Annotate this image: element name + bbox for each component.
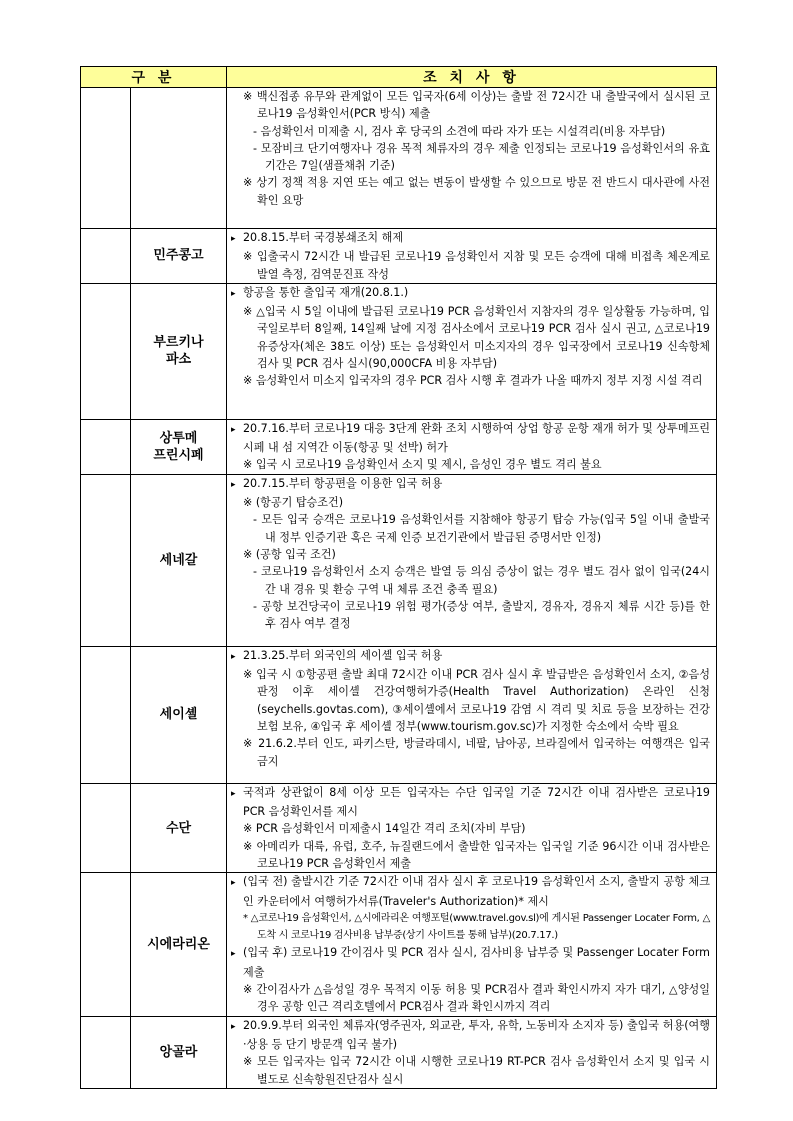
- bullet-line: ▸ 20.7.16.부터 코로나19 대응 3단계 완화 조치 시행하여 상업 항공 운항 재개 허가 및 상투메프린시페 내 섬 지역간 이동(항공 및 선박) 허가: [231, 421, 710, 455]
- country-cell: 부르키나 파소: [131, 283, 227, 419]
- table-header-row: [81, 67, 717, 88]
- bullet-line: ▸ 20.7.15.부터 항공편을 이용한 입국 허용: [231, 475, 710, 494]
- note-line: ※ 입출국시 72시간 내 발급된 코로나19 음성확인서 지참 및 모든 승객에 대해 비접촉 체온계로 발열 측정, 검역문진표 작성: [243, 250, 710, 281]
- blank-cell: [81, 229, 131, 284]
- measure-cell: [227, 646, 717, 783]
- triangle-bullet-icon: ▸: [231, 1021, 236, 1032]
- triangle-bullet-icon: ▸: [231, 788, 236, 799]
- note-line: ※ (항공기 탑승조건): [243, 496, 344, 510]
- measure-cell: [227, 474, 717, 646]
- blank-cell: [81, 283, 131, 419]
- note-line: ※ 아메리카 대륙, 유럽, 호주, 뉴질랜드에서 출발한 입국자는 입국일 기준 96시간 이내 검사받은 코로나19 PCR 음성확인서 제출: [243, 839, 710, 870]
- measure-cell: [227, 873, 717, 1016]
- table-row: [81, 783, 717, 872]
- measure-cell: [227, 1016, 717, 1088]
- note-line: ※ (공항 입국 조건): [243, 547, 336, 561]
- table-row: [81, 419, 717, 474]
- country-cell: 시에라리온: [131, 873, 227, 1016]
- triangle-bullet-icon: ▸: [231, 424, 236, 435]
- note-line: ※ 음성확인서 미소지 입국자의 경우 PCR 검사 시행 후 결과가 나올 때까지 정부 지정 시설 격리: [243, 374, 703, 388]
- triangle-bullet-icon: ▸: [231, 949, 236, 960]
- country-cell: 세이셸: [131, 646, 227, 783]
- measure-cell: [227, 229, 717, 284]
- table-row: [81, 283, 717, 419]
- note-line: ※ △입국 시 5일 이내에 발급된 코로나19 PCR 음성확인서 지참자의 경우 일상활동 가능하며, 입국일로부터 8일째, 14일째 날에 지정 검사소에서 코로나19 PCR 검사 실시 권고, △코로나19 유증상자(체온 38도 이상) 또는 음성확인서 미소지자의 경우 입국장에서 코로나19 신속항체검사 및 PCR 검사 실시(90,000CFA 비용 자부담): [243, 305, 710, 371]
- country-cell: 상투메 프린시페: [131, 419, 227, 474]
- country-cell: 민주콩고: [131, 229, 227, 284]
- bullet-line: ▸ (입국 전) 출발시간 기준 72시간 이내 검사 실시 후 코로나19 음성확인서 소지, 출발지 공항 체크인 카운터에서 여행허가서류(Traveler's Authorization)* 제시: [231, 875, 710, 908]
- blank-cell: [81, 474, 131, 646]
- table-row: [81, 1016, 717, 1088]
- country-cell: 수단: [131, 783, 227, 872]
- country-cell: 앙골라: [131, 1016, 227, 1088]
- table-row: [81, 646, 717, 783]
- dash-line: - 모잠비크 단기여행자나 경유 목적 체류자의 경우 제출 인정되는 코로나19 음성확인서의 유효기간은 7일(샘플채취 기준): [253, 141, 710, 173]
- measures-table: [80, 66, 717, 1089]
- measure-cell: [227, 783, 717, 872]
- dash-line: - 공항 보건당국이 코로나19 위험 평가(증상 여부, 출발지, 경유자, 경유지 체류 시간 등)를 한 후 검사 여부 결정: [253, 599, 710, 631]
- note-line: ※ 상기 정책 적용 지연 또는 예고 없는 변동이 발생할 수 있으므로 방문 전 반드시 대사관에 사전 확인 요망: [243, 176, 710, 207]
- table-row: [81, 229, 717, 284]
- dash-line: - 코로나19 음성확인서 소지 승객은 발열 등 의심 증상이 없는 경우 별도 검사 없이 입국(24시간 내 경유 및 환승 구역 내 체류 조건 충족 필요): [253, 565, 710, 596]
- note-line: ※ 모든 입국자는 입국 72시간 이내 시행한 코로나19 RT-PCR 검사 음성확인서 소지 및 입국 시 별도로 신속항원진단검사 실시: [243, 1055, 710, 1086]
- header-category: 구 분: [81, 67, 227, 88]
- note-line: ※ 21.6.2.부터 인도, 파키스탄, 방글라데시, 네팔, 남아공, 브라질에서 입국하는 여행객은 입국 금지: [243, 737, 710, 768]
- table-row: [81, 873, 717, 1016]
- country-cell: [131, 88, 227, 229]
- triangle-bullet-icon: ▸: [231, 234, 236, 244]
- blank-cell: [81, 88, 131, 229]
- bullet-line: ▸ 21.3.25.부터 외국인의 세이셸 입국 허용: [231, 647, 710, 666]
- measure-cell: [227, 283, 717, 419]
- note-line: ※ 입국 시 ①항공편 출발 최대 72시간 이내 PCR 검사 실시 후 발급받은 음성확인서 소지, ②음성판정 이후 세이셸 건강여행허가증(Health Travel Authorization) 온라인 신청(seychells.govtas.com), ③세이셸에서 코로나19 감염 시 격리 및 치료 등을 보장하는 건강보험 보유, ④입국 후 세이셸 정부(www.tourism.gov.sc)가 지정한 숙소에서 숙박 필요: [243, 668, 710, 733]
- note-line: ※ 입국 시 코로나19 음성확인서 소지 및 제시, 음성인 경우 별도 격리 불요: [243, 458, 602, 472]
- bullet-line: ▸ (입국 후) 코로나19 간이검사 및 PCR 검사 실시, 검사비용 납부증 및 Passenger Locater Form 제출: [231, 946, 710, 979]
- note-line: ※ 간이검사가 △음성일 경우 목적지 이동 허용 및 PCR검사 결과 확인시까지 자가 대기, △양성일 경우 공항 인근 격리호텔에서 PCR검사 결과 확인시까지 격리: [243, 983, 710, 1014]
- bullet-line: ▸ 국적과 상관없이 8세 이상 모든 입국자는 수단 입국일 기준 72시간 이내 검사받은 코로나19 PCR 음성확인서를 제시: [231, 785, 710, 819]
- bullet-line: ▸ 20.8.15.부터 국경봉쇄조치 해제: [231, 229, 710, 248]
- triangle-bullet-icon: ▸: [231, 878, 236, 889]
- measure-cell: [227, 419, 717, 474]
- blank-cell: [81, 1016, 131, 1088]
- note-line: ※ 백신접종 유무와 관계없이 모든 입국자(6세 이상)는 출발 전 72시간 내 출발국에서 실시된 코로나19 음성확인서(PCR 방식) 제출: [243, 90, 710, 121]
- triangle-bullet-icon: ▸: [231, 288, 236, 299]
- triangle-bullet-icon: ▸: [231, 479, 236, 490]
- note-line: ※ PCR 음성확인서 미제출시 14일간 격리 조치(자비 부담): [243, 822, 526, 836]
- table-row: [81, 88, 717, 229]
- header-measures: 조 치 사 항: [227, 67, 717, 88]
- blank-cell: [81, 873, 131, 1016]
- bullet-line: ▸ 20.9.9.부터 외국인 체류자(영주권자, 외교관, 투자, 유학, 노동비자 소지자 등) 출입국 허용(여행·상용 등 단기 방문객 입국 불가): [231, 1018, 710, 1051]
- blank-cell: [81, 783, 131, 872]
- blank-cell: [81, 646, 131, 783]
- dash-line: - 음성확인서 미제출 시, 검사 후 당국의 소견에 따라 자가 또는 시설격리(비용 자부담): [253, 124, 666, 138]
- bullet-line: ▸ 항공을 통한 출입국 재개(20.8.1.): [231, 284, 710, 303]
- triangle-bullet-icon: ▸: [231, 651, 236, 662]
- measure-cell: [227, 88, 717, 229]
- footnote-line: * △코로나19 음성확인서, △시에라리온 여행포털(www.travel.gov.sl)에 게시된 Passenger Locater Form, △도착 시 코로나19 검사비용 납부증(상기 사이트를 통해 납부)(20.7.17.): [243, 912, 710, 942]
- table-row: [81, 474, 717, 646]
- country-cell: 세네갈: [131, 474, 227, 646]
- dash-line: - 모든 입국 승객은 코로나19 음성확인서를 지참해야 항공기 탑승 가능(입국 5일 이내 출발국 내 정부 인증기관 혹은 국제 인증 보건기관에서 발급된 증명서만 인정): [253, 513, 710, 544]
- blank-cell: [81, 419, 131, 474]
